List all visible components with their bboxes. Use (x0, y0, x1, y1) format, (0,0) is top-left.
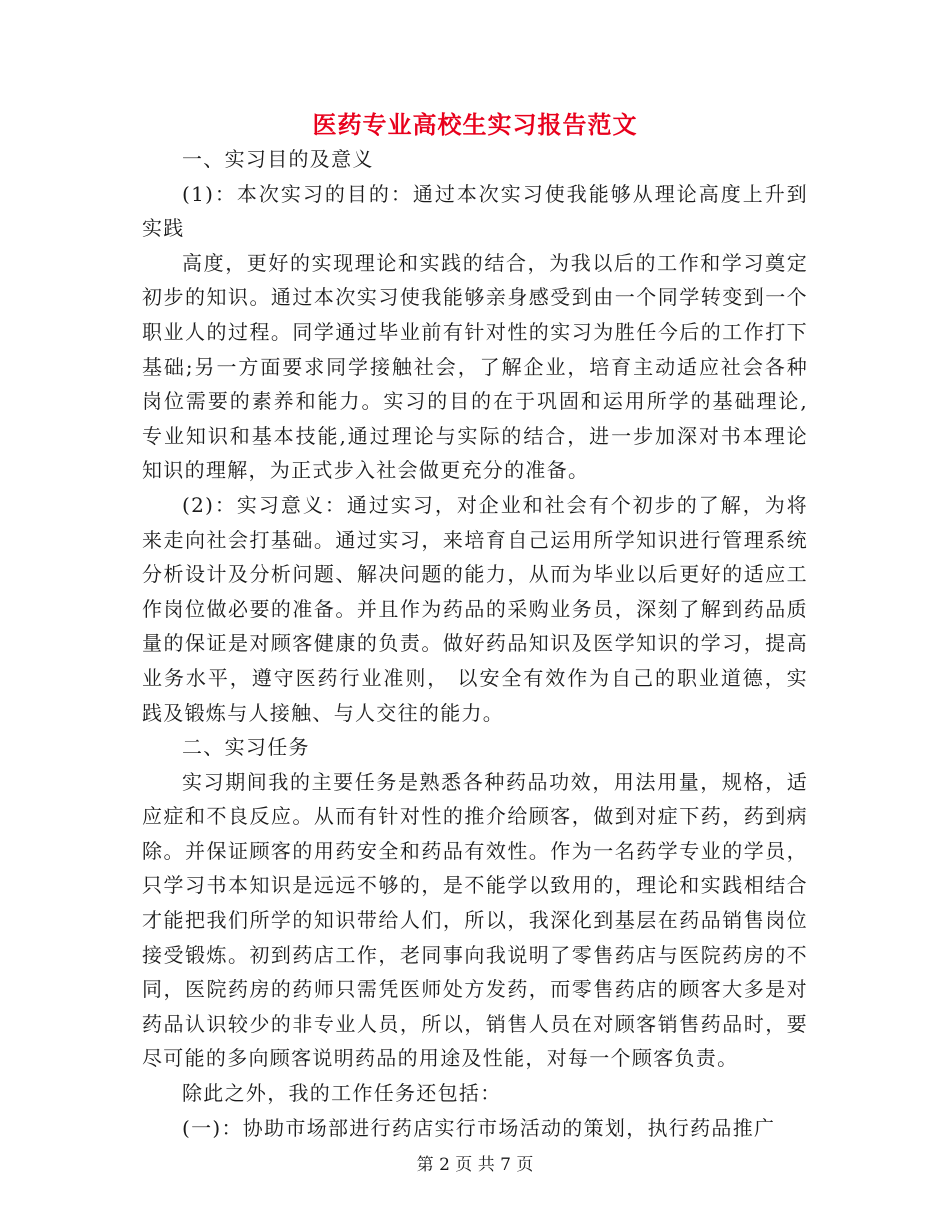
section-heading-tasks: 二、实习任务 (182, 735, 310, 760)
page-footer: 第 2 页 共 7 页 (416, 1155, 534, 1175)
paragraph-tasks-extra: 除此之外，我的工作任务还包括： (182, 1081, 502, 1106)
paragraph-significance: (2)：实习意义：通过实习，对企业和社会有个初步的了解，为将来走向社会打基础。通过实习，来培育自己运用所学知识进行管理系统分析设计及分析问题、解决问题的能力，从而为毕业以后更好的适应工作岗位做必要的准备。并且作为药品的采购业务员，深刻了解到药品质量的保证是对顾客健康的负责。做好药品知识及医学知识的学习，提高业务水平，遵守医药行业准则， 以安全有效作为自己的职业道德，实践及锻炼与人接触、与人交往的能力。 (142, 492, 808, 725)
paragraph-task-one: (一)：协助市场部进行药店实行市场活动的策划，执行药品推广 (182, 1115, 776, 1140)
document-title: 医药专业高校生实习报告范文 (312, 110, 638, 139)
section-heading-purpose: 一、实习目的及意义 (182, 147, 374, 171)
paragraph-tasks-body: 实习期间我的主要任务是熟悉各种药品功效，用法用量，规格，适应症和不良反应。从而有针对性的推介给顾客，做到对症下药，药到病除。并保证顾客的用药安全和药品有效性。作为一名药学专业的学员，只学习书本知识是远远不够的，是不能学以致用的，理论和实践相结合才能把我们所学的知识带给人们，所以，我深化到基层在药品销售岗位接受锻炼。初到药店工作，老同事向我说明了零售药店与医院药房的不同，医院药房的药师只需凭医师处方发药，而零售药店的顾客大多是对药品认识较少的非专业人员，所以，销售人员在对顾客销售药品时，要尽可能的多向顾客说明药品的用途及性能，对每一个顾客负责。 (142, 769, 808, 1071)
document-body (142, 142, 808, 1145)
paragraph-purpose-body: 高度，更好的实现理论和实践的结合，为我以后的工作和学习奠定初步的知识。通过本次实习使我能够亲身感受到由一个同学转变到一个职业人的过程。同学通过毕业前有针对性的实习为胜任今后的工作打下基础;另一方面要求同学接触社会，了解企业，培育主动适应社会各种岗位需要的素养和能力。实习的目的在于巩固和运用所学的基础理论,专业知识和基本技能,通过理论与实际的结合，进一步加深对书本理论知识的理解，为正式步入社会做更充分的准备。 (142, 250, 808, 483)
paragraph-purpose-intro: (1)：本次实习的目的：通过本次实习使我能够从理论高度上升到实践 (142, 181, 808, 241)
